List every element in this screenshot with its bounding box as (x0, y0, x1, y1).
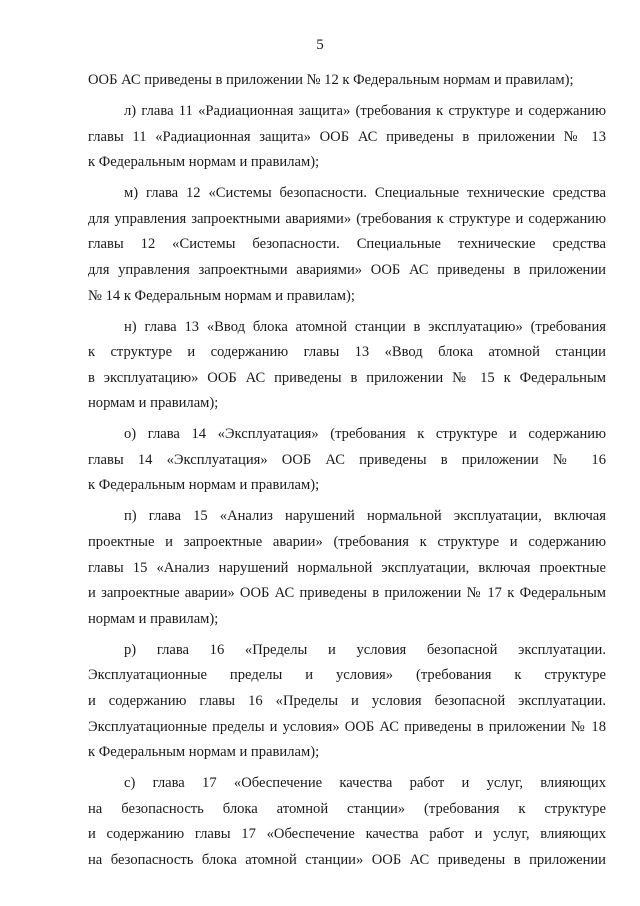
text-line: Эксплуатационные пределы и условия» ООБ АС приведены в приложении № 18 (88, 718, 606, 735)
paragraph-item-s (88, 771, 606, 873)
text-line: на безопасность блока атомной станции» (требования к структуре (88, 800, 606, 817)
text-line: проектные и запроектные аварии» (требования к структуре и содержанию (88, 534, 606, 551)
paragraph-item-n (88, 315, 606, 417)
text-line: и запроектные аварии» ООБ АС приведены в приложении № 17 к Федеральным (88, 585, 606, 602)
text-line: м) глава 12 «Системы безопасности. Специальные технические средства (124, 185, 606, 202)
text-line: л) глава 11 «Радиационная защита» (требования к структуре и содержанию (124, 102, 606, 119)
text-line: о) глава 14 «Эксплуатация» (требования к структуре и содержанию (124, 426, 606, 443)
text-line: с) глава 17 «Обеспечение качества работ и услуг, влияющих (124, 775, 606, 792)
text-line: для управления запроектными авариями» ООБ АС приведены в приложении (88, 261, 606, 278)
text-line: для управления запроектными авариями» (требования к структуре и содержанию (88, 210, 606, 227)
text-line: к Федеральным нормам и правилам); (88, 154, 320, 171)
text-line: к Федеральным нормам и правилам); (88, 744, 320, 761)
text-line: главы 12 «Системы безопасности. Специальные технические средства (88, 236, 606, 253)
paragraph-item-p (88, 504, 606, 632)
text-line: н) глава 13 «Ввод блока атомной станции в эксплуатацию» (требования (124, 318, 606, 335)
text-line: к структуре и содержанию главы 13 «Ввод блока атомной станции (88, 344, 606, 361)
text-line: нормам и правилам); (88, 395, 219, 412)
text-line: к Федеральным нормам и правилам); (88, 477, 320, 494)
text-line: и содержанию главы 17 «Обеспечение качества работ и услуг, влияющих (88, 826, 606, 843)
text-line: и содержанию главы 16 «Пределы и условия безопасной эксплуатации. (88, 693, 606, 709)
paragraph-item-l (88, 99, 606, 176)
paragraph-item-m (88, 181, 606, 309)
page-number: 5 (316, 37, 324, 53)
document-body (88, 68, 606, 874)
paragraph-item-r (88, 638, 606, 766)
text-line: ООБ АС приведены в приложении № 12 к Федеральным нормам и правилам); (88, 72, 574, 88)
text-line: нормам и правилам); (88, 610, 219, 627)
text-line: главы 11 «Радиационная защита» ООБ АС приведены в приложении № 13 (88, 128, 606, 145)
text-line: главы 15 «Анализ нарушений нормальной эксплуатации, включая проектные (88, 559, 606, 576)
paragraph-continuation (88, 68, 606, 94)
text-line: на безопасность блока атомной станции» ООБ АС приведены в приложении (88, 851, 606, 868)
text-line: в эксплуатацию» ООБ АС приведены в приложении № 15 к Федеральным (88, 369, 606, 386)
text-line: № 14 к Федеральным нормам и правилам); (88, 287, 355, 304)
text-line: р) глава 16 «Пределы и условия безопасной эксплуатации. (124, 641, 606, 658)
text-line: Эксплуатационные пределы и условия» (требования к структуре (88, 667, 606, 684)
text-line: главы 14 «Эксплуатация» ООБ АС приведены в приложении № 16 (88, 451, 606, 468)
paragraph-item-o (88, 422, 606, 499)
text-line: п) глава 15 «Анализ нарушений нормальной эксплуатации, включая (124, 508, 606, 525)
